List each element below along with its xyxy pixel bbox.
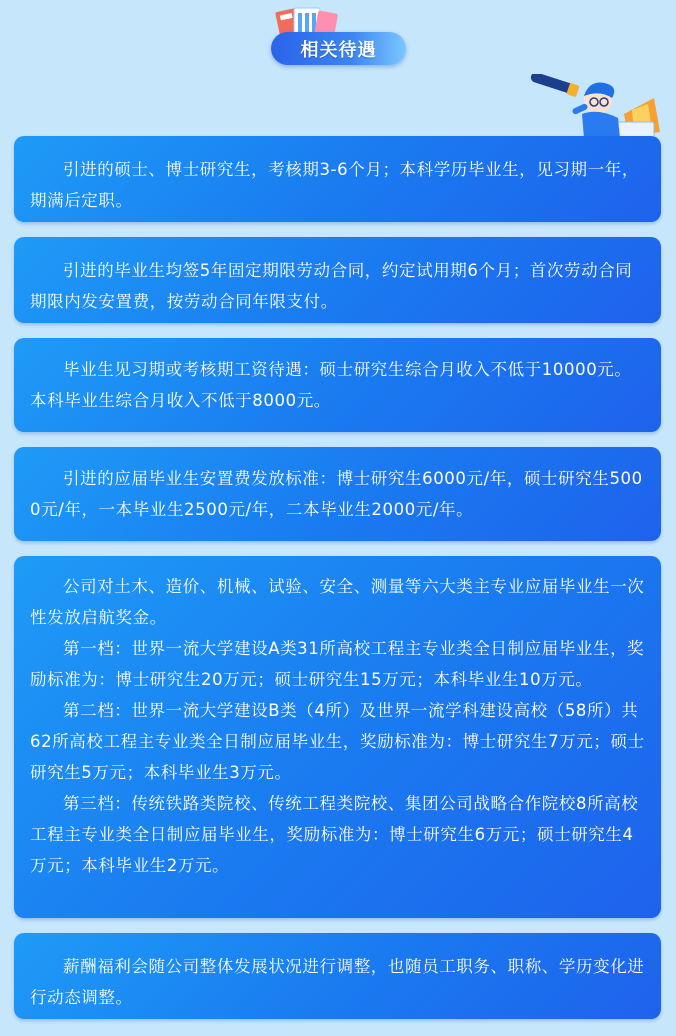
card-text: 薪酬福利会随公司整体发展状况进行调整，也随员工职务、职称、学历变化进行动态调整。 xyxy=(30,957,645,1007)
benefit-card-salary xyxy=(14,338,661,432)
bonus-tier-3: 第三档：传统铁路类院校、传统工程类院校、集团公司战略合作院校8所高校工程主专业类全日制应届毕业生，奖励标准为：博士研究生6万元；硕士研究生4万元；本科毕业生2万元。 xyxy=(30,794,639,875)
bonus-intro: 公司对土木、造价、机械、试验、安全、测量等六大类主专业应届毕业生一次性发放启航奖金。 xyxy=(30,577,645,627)
benefit-card-contract xyxy=(14,237,661,323)
section-title: 相关待遇 xyxy=(271,32,406,65)
bonus-tier-2: 第二档：世界一流大学建设B类（4所）及世界一流学科建设高校（58所）共62所高校工程主专业类全日制应届毕业生，奖励标准为：博士研究生7万元；硕士研究生5万元；本科毕业生3万元。 xyxy=(30,701,645,782)
benefit-card-settlement-fee xyxy=(14,447,661,541)
card-text: 引进的毕业生均签5年固定期限劳动合同，约定试用期6个月；首次劳动合同期限内发安置费，按劳动合同年限支付。 xyxy=(30,261,633,311)
bonus-tier-1: 第一档：世界一流大学建设A类31所高校工程主专业类全日制应届毕业生，奖励标准为：博士研究生20万元；硕士研究生15万元；本科毕业生10万元。 xyxy=(30,639,645,689)
benefit-card-probation xyxy=(14,136,661,222)
telescope-mascot-icon xyxy=(528,74,664,138)
card-text: 引进的应届毕业生安置费发放标准：博士研究生6000元/年，硕士研究生5000元/年，一本毕业生2500元/年，二本毕业生2000元/年。 xyxy=(30,469,643,519)
card-text: 引进的硕士、博士研究生，考核期3-6个月；本科学历毕业生，见习期一年，期满后定职。 xyxy=(30,160,639,210)
benefit-card-bonus xyxy=(14,556,661,918)
card-text: 毕业生见习期或考核期工资待遇：硕士研究生综合月收入不低于10000元。本科毕业生综合月收入不低于8000元。 xyxy=(30,360,632,410)
benefit-card-adjustment xyxy=(14,933,661,1019)
